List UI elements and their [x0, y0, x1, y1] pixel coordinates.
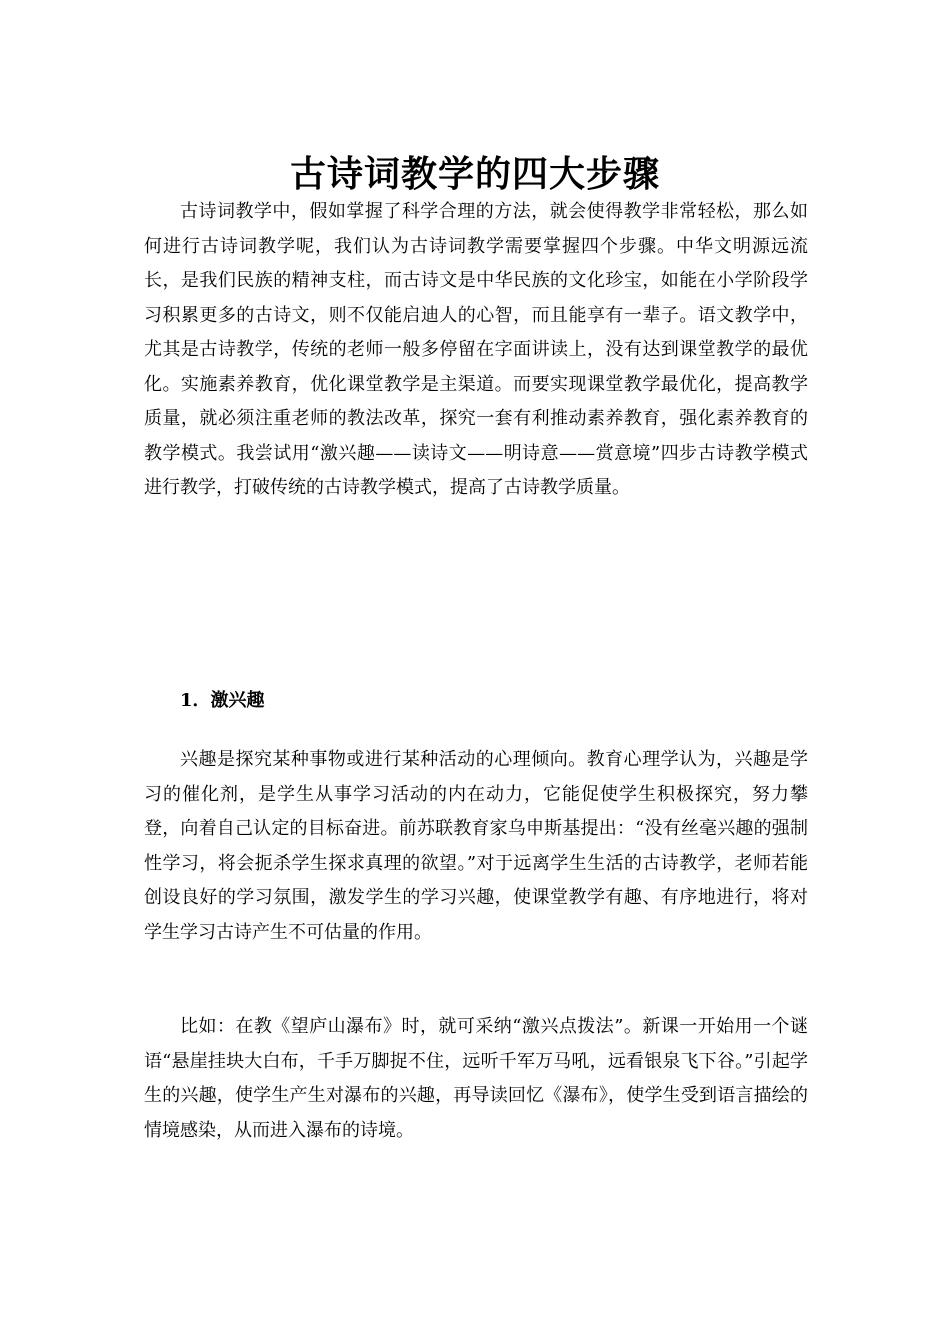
section1-paragraph-1: 兴趣是探究某种事物或进行某种活动的心理倾向。教育心理学认为，兴趣是学习的催化剂，是学生从事学习活动的内在动力，它能促使学生积极探究，努力攀登，向着自己认定的目标奋进。前苏联教育家乌申斯基提出：“没有丝毫兴趣的强制性学习，将会扼杀学生探求真理的欲望。”对于远离学生生活的古诗教学，老师若能创设良好的学习氛围，激发学生的学习兴趣，使课堂教学有趣、有序地进行，将对学生学习古诗产生不可估量的作用。	[144, 749, 808, 943]
intro-paragraph: 古诗词教学中，假如掌握了科学合理的方法，就会使得教学非常轻松，那么如何进行古诗词教学呢，我们认为古诗词教学需要掌握四个步骤。中华文明源远流长，是我们民族的精神支柱，而古诗文是中华民族的文化珍宝，如能在小学阶段学习积累更多的古诗文，则不仅能启迪人的心智，而且能享有一辈子。语文教学中，尤其是古诗教学，传统的老师一般多停留在字面讲读上，没有达到课堂教学的最优化。实施素养教育，优化课堂教学是主渠道。而要实现课堂教学最优化，提高教学质量，就必须注重老师的教法改革，探究一套有利推动素养教育，强化素养教育的教学模式。我尝试用“激兴趣——读诗文——明诗意——赏意境”四步古诗教学模式进行教学，打破传统的古诗教学模式，提高了古诗教学质量。	[144, 201, 808, 498]
document-title: 古诗词教学的四大步骤	[289, 153, 660, 196]
section1-paragraph-2: 比如：在教《望庐山瀑布》时，就可采纳“激兴点拨法”。新课一开始用一个谜语“悬崖挂块大白布，千手万脚捉不住，远听千军万马吼，远看银泉飞下谷。”引起学生的兴趣，使学生产生对瀑布的兴趣，再导读回忆《瀑布》，使学生受到语言描绘的情境感染，从而进入瀑布的诗境。	[144, 1016, 808, 1141]
section-heading-1: 1．激兴趣	[180, 690, 265, 711]
